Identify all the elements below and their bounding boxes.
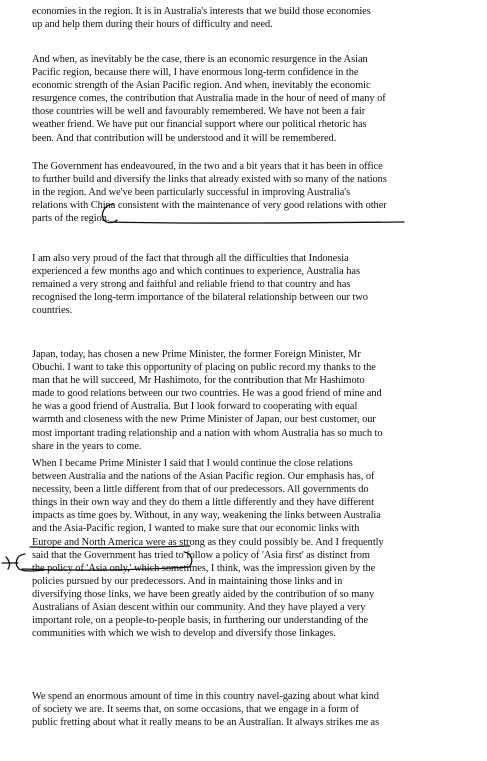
text-line: been. And that contribution will be understood and it will be remembered. bbox=[32, 132, 337, 144]
text-line: said that the Government has tried to follow a policy of 'Asia first' as distinct from bbox=[32, 549, 370, 561]
text-line: warmth and closeness with the new Prime Minister of Japan, our best customer, our bbox=[32, 414, 376, 426]
text-line: experienced a few months ago and which continues to experience, Australia has bbox=[32, 266, 360, 278]
text-line: Japan, today, has chosen a new Prime Minister, the former Foreign Minister, Mr bbox=[32, 349, 361, 360]
text-line: share in the years to come. bbox=[32, 440, 142, 452]
text-line: diversifying those links, we have been greatly aided by the contribution of so many bbox=[32, 588, 375, 600]
text-line: parts of the region. bbox=[32, 213, 110, 225]
text-line: Pacific region, because there will, I have enormous long-term confidence in the bbox=[32, 67, 359, 79]
text-line: up and help them during their hours of difficulty and need. bbox=[32, 19, 273, 31]
text-line: important role, on a people-to-people basis, in furthering our understanding of the bbox=[32, 615, 369, 627]
text-line: Australians of Asian descent within our community. And they have played a very bbox=[32, 602, 366, 614]
text-line: The Government has endeavoured, in the two and a bit years that it has been in office bbox=[32, 161, 383, 172]
text-line: public fretting about what it really means to be an Australian. It always strikes me as bbox=[32, 717, 380, 729]
text-line: those countries will be well and favourably remembered. We have not been a fair bbox=[32, 106, 366, 118]
text-line: necessity, been a little different from that of our predecessors. All governments do bbox=[32, 484, 369, 496]
pen-margin-tick-mark bbox=[6, 557, 9, 569]
text-line: Europe and North America were as strong as they could possibly be. And I frequently bbox=[32, 536, 384, 548]
text-line: in the region. And we've been particularly successful in improving Australia's bbox=[32, 187, 351, 199]
text-line: to further build and diversify the links that already existed with so many of the nations bbox=[32, 174, 387, 186]
text-line: Obuchi. I want to take this opportunity of placing on public record my thanks to the bbox=[32, 362, 376, 374]
paragraph-4 bbox=[32, 252, 472, 317]
paragraph-1 bbox=[32, 5, 472, 31]
text-line: countries. bbox=[32, 305, 73, 317]
text-line: of society we are. It seems that, on some occasions, that we engage in a form of bbox=[32, 704, 359, 716]
text-line: weather friend. We have put our financial support where our political rhetoric has bbox=[32, 119, 367, 131]
text-line: and the Asia-Pacific region, I wanted to make sure that our economic links with bbox=[32, 523, 360, 535]
text-line: the policy of 'Asia only,' which sometimes, I think, was the impression given by the bbox=[32, 562, 376, 574]
text-line: things in their own way and they do them a little differently and they have different bbox=[32, 497, 374, 509]
text-line: most important trading relationship and a nation with whom Australia has so much to bbox=[32, 427, 383, 439]
text-line: between Australia and the nations of the Asian Pacific region. Our emphasis has, of bbox=[32, 471, 375, 483]
paragraph-3 bbox=[32, 160, 472, 225]
text-line: remained a very strong and faithful and reliable friend to that country and has bbox=[32, 279, 351, 291]
text-line: made to good relations between our two countries. He was a good friend of mine and bbox=[32, 388, 382, 400]
paragraph-6 bbox=[32, 457, 472, 640]
text-line: relations with China consistent with the maintenance of very good relations with other bbox=[32, 200, 387, 212]
paragraph-2 bbox=[32, 53, 472, 145]
paragraph-5 bbox=[32, 348, 472, 453]
text-line: man that he will succeed, Mr Hashimoto, for the contribution that Mr Hashimoto bbox=[32, 375, 365, 387]
text-line: I am also very proud of the fact that through all the difficulties that Indonesia bbox=[32, 253, 349, 264]
text-line: impacts as time goes by. Without, in any way, weakening the links between Australia bbox=[32, 510, 381, 522]
text-line: recognised the long-term importance of the bilateral relationship between our two bbox=[32, 292, 368, 304]
text-line: economies in the region. It is in Australia's interests that we build those economies bbox=[32, 6, 371, 17]
text-line: When I became Prime Minister I said that I would continue the close relations bbox=[32, 458, 353, 469]
text-line: And when, as inevitably be the case, there is an economic resurgence in the Asian bbox=[32, 54, 368, 65]
text-line: he was a good friend of Australia. But I look forward to cooperating with equal bbox=[32, 401, 358, 413]
paragraph-7 bbox=[32, 690, 472, 729]
text-line: We spend an enormous amount of time in this country navel-gazing about what kind bbox=[32, 691, 379, 702]
text-line: communities with which we wish to develop and diversify those linkages. bbox=[32, 628, 336, 640]
text-line: resurgence comes, the contribution that Australia made in the hour of need of many of bbox=[32, 93, 386, 105]
text-line: economic strength of the Asian Pacific region. And when, inevitably the economic bbox=[32, 80, 371, 92]
text-line: policies pursued by our predecessors. And in maintaining those links and in bbox=[32, 575, 343, 587]
